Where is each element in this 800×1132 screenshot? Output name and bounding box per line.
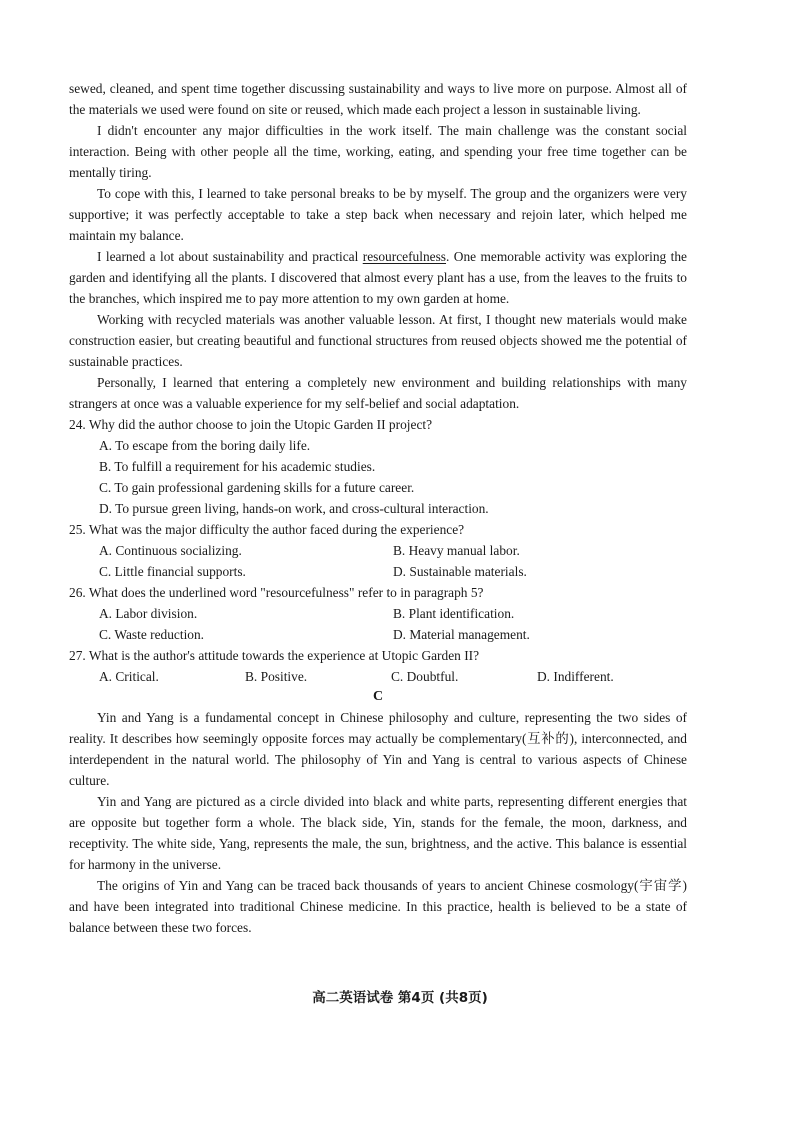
option-list [69, 435, 687, 519]
passage-c [69, 687, 687, 938]
option-c: C. Doubtful. [391, 669, 459, 684]
page-footer: 高二英语试卷 第4页 (共8页) [312, 990, 488, 1006]
question-25 [69, 519, 687, 582]
option-a: A. To escape from the boring daily life. [99, 438, 311, 453]
option-d: D. Material management. [393, 627, 530, 642]
paragraph-with-underlined-word [69, 246, 687, 309]
question-stem: 26. What does the underlined word "resourcefulness" refer to in paragraph 5? [69, 585, 484, 600]
question-list [69, 414, 687, 687]
option-c: C. Waste reduction. [99, 627, 205, 642]
exam-page [69, 78, 687, 938]
option-list [69, 666, 687, 687]
option-a: A. Critical. [99, 669, 159, 684]
paragraph-text: I learned a lot about sustainability and practical [97, 249, 363, 264]
paragraph: Yin and Yang are pictured as a circle divided into black and white parts, representing different energies that are opposite but together form a whole. The black side, Yin, stands for the female, the moon, darkness, and receptivity. The white side, Yang, represents the male, the sun, brightness, and the active. This balance is essential for harmony in the universe. [69, 794, 687, 872]
question-stem: 24. Why did the author choose to join the Utopic Garden II project? [69, 417, 433, 432]
paragraph: To cope with this, I learned to take personal breaks to be by myself. The group and the organizers were very supportive; it was perfectly acceptable to take a step back when necessary and rejoin later, which helped me maintain my balance. [69, 186, 687, 243]
passage-b [69, 78, 687, 414]
paragraph: sewed, cleaned, and spent time together discussing sustainability and ways to live more on purpose. Almost all of the materials we used were found on site or reused, which made each project a lesson in sustainable living. [69, 81, 687, 117]
option-c: C. Little financial supports. [99, 564, 246, 579]
option-b: B. Positive. [245, 669, 308, 684]
question-24 [69, 414, 687, 519]
option-b: B. Plant identification. [393, 606, 515, 621]
option-a: A. Continuous socializing. [99, 543, 242, 558]
question-26 [69, 582, 687, 645]
section-heading: C [372, 689, 384, 704]
paragraph: Personally, I learned that entering a completely new environment and building relationships with many strangers at once was a valuable experience for my self-belief and social adaptation. [69, 375, 687, 411]
option-a: A. Labor division. [99, 606, 198, 621]
question-stem: 25. What was the major difficulty the author faced during the experience? [69, 522, 465, 537]
option-b: B. Heavy manual labor. [393, 543, 520, 558]
option-list [69, 603, 687, 645]
paragraph: The origins of Yin and Yang can be traced back thousands of years to ancient Chinese cosmology(宇宙学) and have been integrated into traditional Chinese medicine. In this practice, health is believed to be a state of balance between these two forces. [69, 878, 687, 935]
option-c: C. To gain professional gardening skills for a future career. [99, 480, 415, 495]
question-27 [69, 645, 687, 687]
option-d: D. Sustainable materials. [393, 564, 527, 579]
paragraph: Working with recycled materials was another valuable lesson. At first, I thought new materials would make construction easier, but creating beautiful and functional structures from reused objects showed me the potential of sustainable practices. [69, 312, 687, 369]
paragraph-text: . One memorable activity was exploring the garden and identifying all the plants. I discovered that almost every plant has a use, from the leaves to the fruits to the branches, which inspired me to pay more attention to my own garden at home. [69, 249, 687, 306]
paragraph: I didn't encounter any major difficulties in the work itself. The main challenge was the constant social interaction. Being with other people all the time, working, eating, and spending your free time together can be mentally tiring. [69, 123, 687, 180]
option-list [69, 540, 687, 582]
underlined-word: resourcefulness [362, 249, 447, 264]
question-stem: 27. What is the author's attitude towards the experience at Utopic Garden II? [69, 648, 480, 663]
option-d: D. To pursue green living, hands-on work, and cross-cultural interaction. [99, 501, 489, 516]
option-d: D. Indifferent. [537, 669, 614, 684]
option-b: B. To fulfill a requirement for his academic studies. [99, 459, 376, 474]
paragraph: Yin and Yang is a fundamental concept in Chinese philosophy and culture, representing the two sides of reality. It describes how seemingly opposite forces may actually be complementary(互补的), interconnected, and interdependent in the natural world. The philosophy of Yin and Yang is central to various aspects of Chinese culture. [69, 710, 687, 788]
